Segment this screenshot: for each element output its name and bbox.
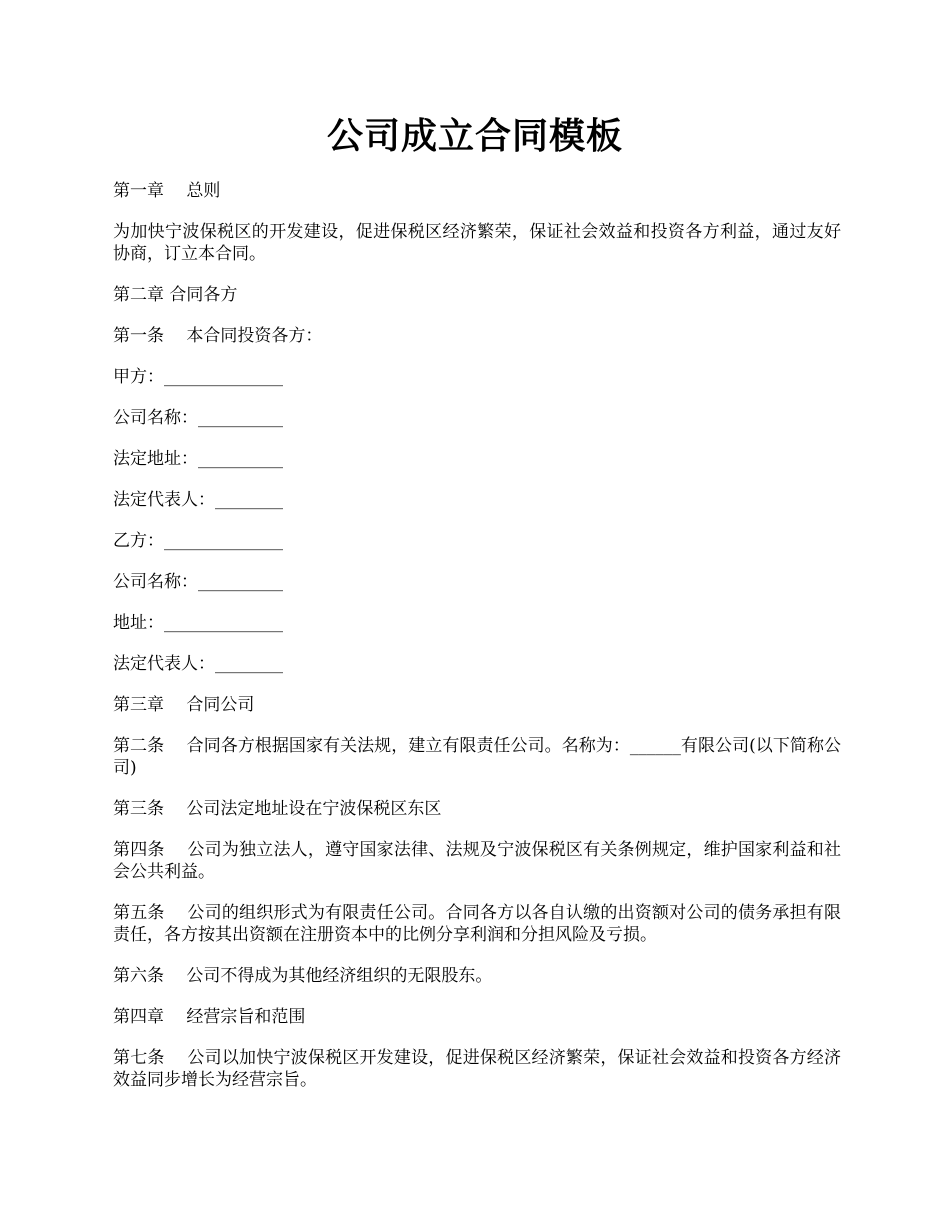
party-b-company-name: 公司名称：__________	[113, 572, 283, 592]
article-3: 第三条 公司法定地址设在宁波保税区东区	[113, 799, 442, 819]
chapter-4-heading: 第四章 经营宗旨和范围	[113, 1007, 306, 1027]
preamble-paragraph: 为加快宁波保税区的开发建设，促进保税区经济繁荣，保证社会效益和投资各方利益，通过友好协商，订立本合同。	[113, 222, 841, 264]
article-5: 第五条 公司的组织形式为有限责任公司。合同各方以各自认缴的出资额对公司的债务承担有限责任，各方按其出资额在注册资本中的比例分享利润和分担风险及亏损。	[113, 903, 841, 945]
party-a-legal-representative: 法定代表人：________	[113, 490, 283, 510]
chapter-1-heading: 第一章 总则	[113, 181, 221, 201]
document-body	[113, 180, 841, 1110]
chapter-2-heading: 第二章 合同各方	[113, 285, 238, 305]
party-a-line: 甲方：______________	[113, 367, 283, 387]
document-title: 公司成立合同模板	[326, 115, 623, 157]
party-b-line: 乙方：______________	[113, 531, 283, 551]
article-1: 第一条 本合同投资各方：	[113, 326, 323, 346]
chapter-3-heading: 第三章 合同公司	[113, 695, 255, 715]
party-a-legal-address: 法定地址：__________	[113, 449, 283, 469]
party-a-company-name: 公司名称：__________	[113, 408, 283, 428]
party-b-address: 地址：______________	[113, 613, 283, 633]
article-2: 第二条 合同各方根据国家有关法规，建立有限责任公司。名称为：______有限公司(以下简称公司)	[113, 736, 841, 778]
article-4: 第四条 公司为独立法人，遵守国家法律、法规及宁波保税区有关条例规定，维护国家利益和社会公共利益。	[113, 840, 841, 882]
article-7: 第七条 公司以加快宁波保税区开发建设，促进保税区经济繁荣，保证社会效益和投资各方经济效益同步增长为经营宗旨。	[113, 1048, 841, 1090]
article-6: 第六条 公司不得成为其他经济组织的无限股东。	[113, 966, 493, 986]
party-b-legal-representative: 法定代表人：________	[113, 654, 283, 674]
